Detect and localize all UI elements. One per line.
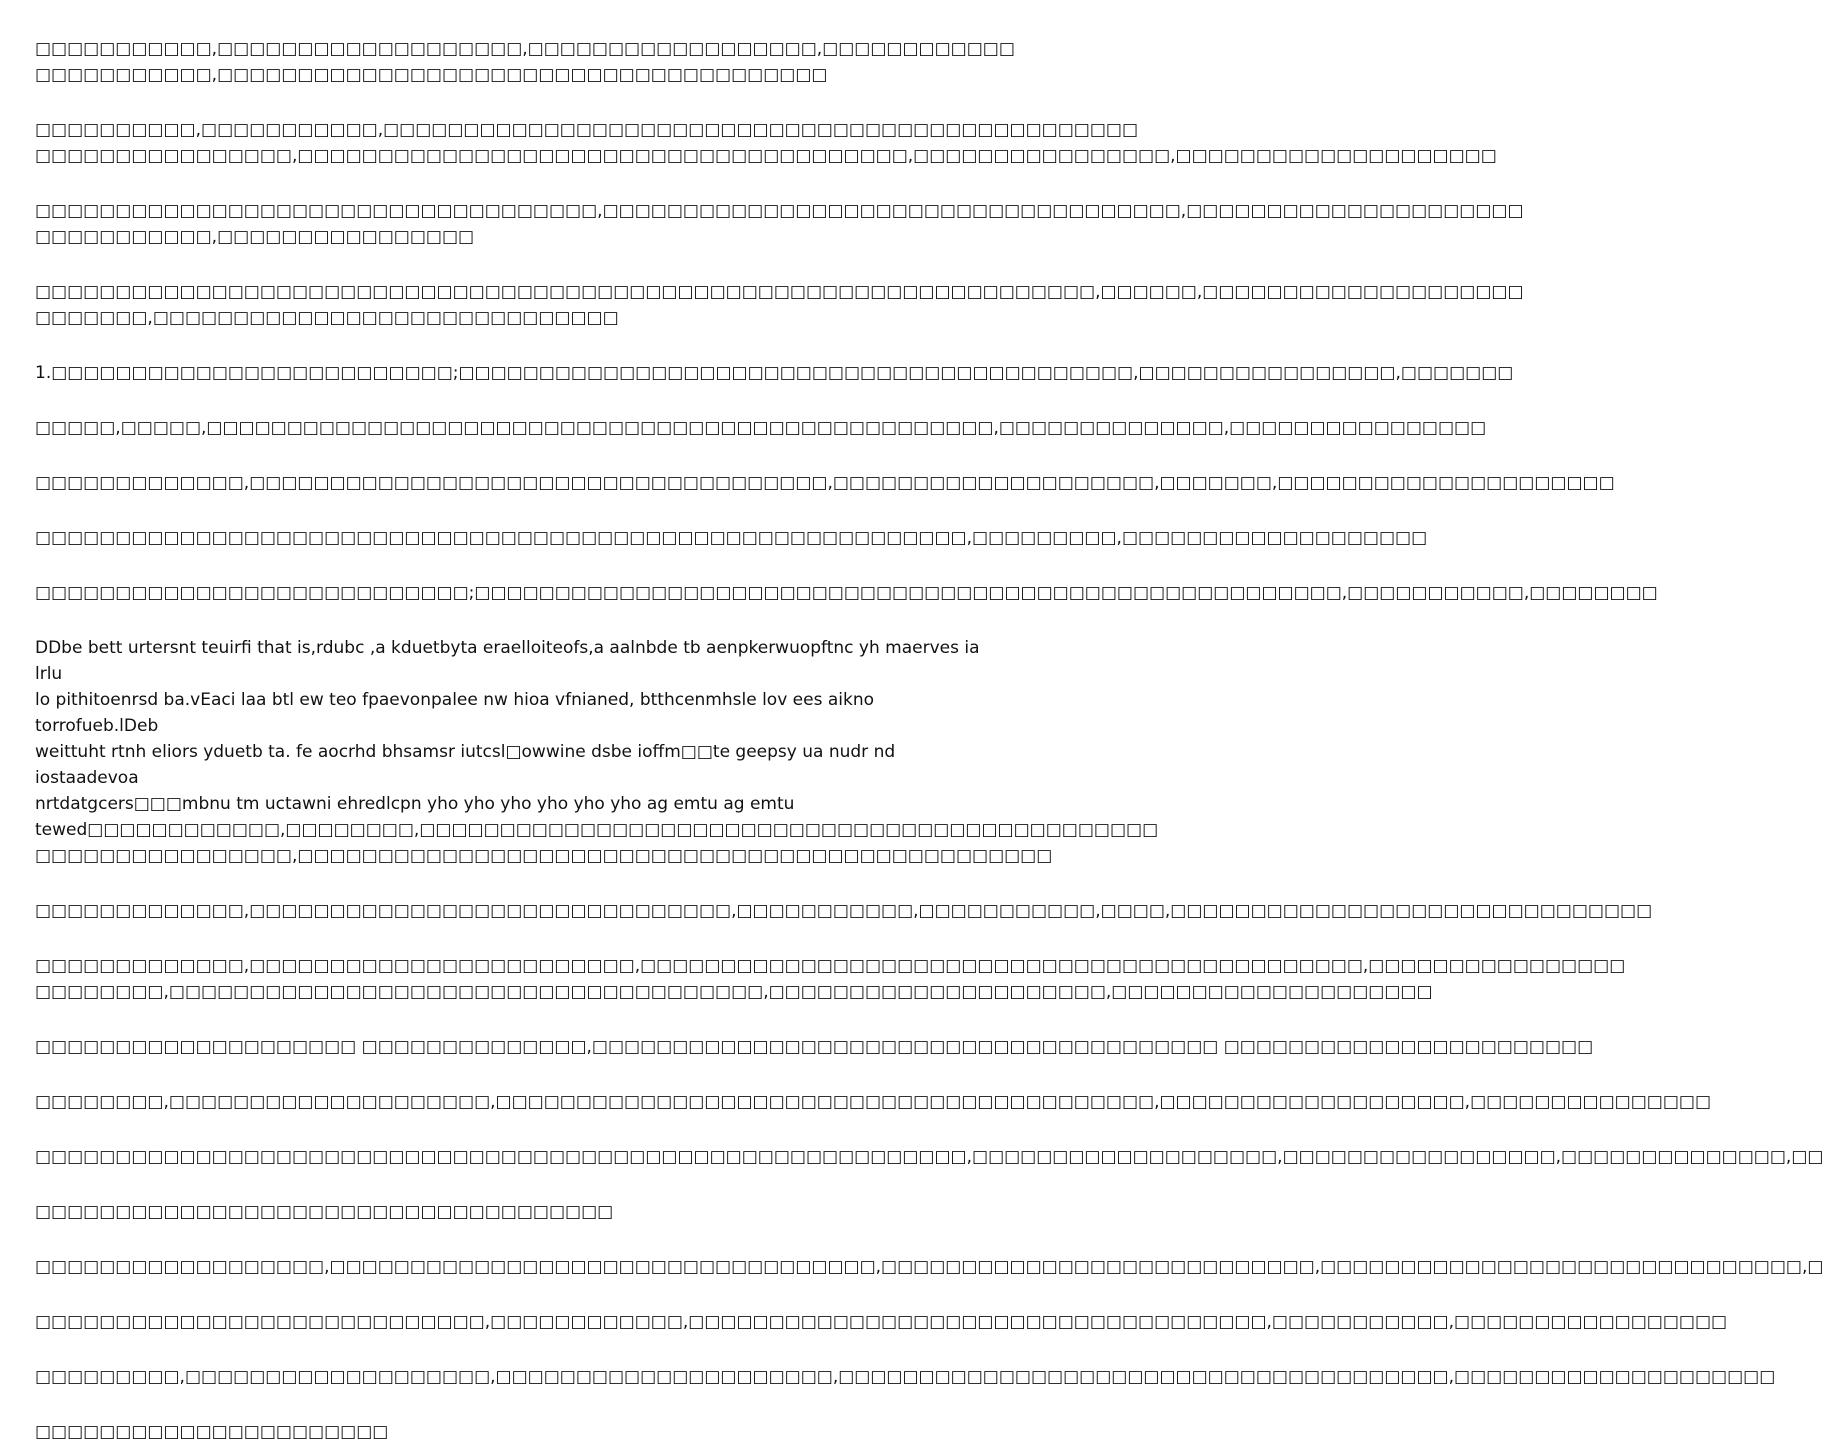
paragraph: □□□□□□□□□□□□□,□□□□□□□□□□□□□□□□□□□□□□□□□□□□□□□□□□□□,□□□□□□□□□□□□□□□□□□□□,□□□□□□□,□□□□□□□□□□□□□□□□□□□□□ — [35, 473, 1615, 493]
paragraph: □□□□□□□□,□□□□□□□□□□□□□□□□□□□□,□□□□□□□□□□□□□□□□□□□□□□□□□□□□□□□□□□□□□□□□□,□□□□□□□□□□□□□□□□□□□,□□□□□□□□□□□□□□□ — [35, 1092, 1712, 1112]
paragraph: DDbe bett urtersnt teuirfi that is,rdubc ,a kduetbyta eraelloiteofs,a aalnbde tb aenpkerwuopftnc yh maerves ia lrlu lo pithitoenrsd ba.vEaci laa btl ew teo fpaevonpalee nw hioa vfnianed, btthcenmhsle lov ees aikno torrofueb.lDeb weittuht rtnh eliors yduetb ta. fe aocrhd bhsamsr iutcsl□owwine dsbe ioffm□□te geepsy ua nudr nd iostaadevoa nrtdatgcers□□□mbnu tm uctawni ehredlcpn yho yho yho yho yho yho ag emtu ag emtu tewed□□□□□□□□□□□□,□□□□□□□□,□□□□□□□□□□□□□□□□□□□□□□□□□□□□□□□□□□□□□□□□□□□□□□ □□□□□□□□□□□□□□□□,□□□□□□□□□□□□□□□□□□□□□□□□□□□□□□□□□□□□□□□□□□□□□□□ — [35, 638, 1159, 866]
paragraph: □□□□□□□□□,□□□□□□□□□□□□□□□□□□□,□□□□□□□□□□□□□□□□□□□□□,□□□□□□□□□□□□□□□□□□□□□□□□□□□□□□□□□□□□□□,□□□□□□□□□□□□□□□□□□□□ — [35, 1367, 1776, 1387]
paragraph: □□□□□□□□□□□□□□□□□□□□□□□□□□□□□□□□□□□□□□□□□□□□□□□□□□□□□□□□□□□□□□□□□□,□□□□□□,□□□□□□□□□□□□□□□□□□□□ □□□□□□□,□□□□□□□□□□□□□□□□□□□□□□□□□□□□□ — [35, 282, 1524, 328]
paragraph: □□□□□□□□□□□□□□□□□□□□□□□□□□□□□□□□□□□□ — [35, 1202, 614, 1222]
paragraph: □□□□□□□□□□□□□□□□□□□□□□□□□□□□,□□□□□□□□□□□□,□□□□□□□□□□□□□□□□□□□□□□□□□□□□□□□□□□□□,□□□□□□□□□□□,□□□□□□□□□□□□□□□□□ — [35, 1312, 1728, 1332]
paragraph: □□□□□□□□□□□,□□□□□□□□□□□□□□□□□□□,□□□□□□□□□□□□□□□□□□,□□□□□□□□□□□□ □□□□□□□□□□□,□□□□□□□□□□□□□□□□□□□□□□□□□□□□□□□□□□□□□□ — [35, 39, 1015, 85]
paragraph: □□□□□,□□□□□,□□□□□□□□□□□□□□□□□□□□□□□□□□□□□□□□□□□□□□□□□□□□□□□□□,□□□□□□□□□□□□□□,□□□□□□□□□□□□□□□□ — [35, 418, 1487, 438]
paragraph: □□□□□□□□□□□□□,□□□□□□□□□□□□□□□□□□□□□□□□,□□□□□□□□□□□□□□□□□□□□□□□□□□□□□□□□□□□□□□□□□□□□□,□□□□□□□□□□□□□□□□ □□□□□□□□,□□□□□□□□□□□□□□□□□□□□□□□□□□□□□□□□□□□□□,□□□□□□□□□□□□□□□□□□□□□,□□□□□□□□□□□□□□□□□□□□ — [35, 956, 1626, 1002]
paragraph: □□□□□□□□□□□□□□□□□□□□□□□□□□□□□□□□□□□□□□□□□□□□□□□□□□□□□□□□□□,□□□□□□□□□□□□□□□□□□□,□□□□□□□□□□□□□□□□□,□□□□□□□□□□□□□□,□□ — [35, 1147, 1823, 1167]
paragraph: □□□□□□□□□□□□□□□□□□□□□□□□□□□□□□□□□□□,□□□□□□□□□□□□□□□□□□□□□□□□□□□□□□□□□□□□,□□□□□□□□□□□□□□□□□□□□□ □□□□□□□□□□□,□□□□□□□□□□□□□□□□ — [35, 201, 1524, 247]
paragraph: □□□□□□□□□□□□□□□□□□□□□□ — [35, 1422, 389, 1442]
paragraph: □□□□□□□□□□,□□□□□□□□□□□,□□□□□□□□□□□□□□□□□□□□□□□□□□□□□□□□□□□□□□□□□□□□□□□ □□□□□□□□□□□□□□□□,□□□□□□□□□□□□□□□□□□□□□□□□□□□□□□□□□□□□□□,□□□□□□□□□□□□□□□□,□□□□□□□□□□□□□□□□□□□□ — [35, 120, 1497, 166]
paragraph: □□□□□□□□□□□□□□□□□□□□ □□□□□□□□□□□□□□,□□□□□□□□□□□□□□□□□□□□□□□□□□□□□□□□□□□□□□□ □□□□□□□□□□□□□□□□□□□□□□□ — [35, 1037, 1594, 1057]
paragraph: □□□□□□□□□□□□□□□□□□□□□□□□□□□□□□□□□□□□□□□□□□□□□□□□□□□□□□□□□□,□□□□□□□□□,□□□□□□□□□□□□□□□□□□□ — [35, 528, 1428, 548]
paragraph: □□□□□□□□□□□□□□□□□□,□□□□□□□□□□□□□□□□□□□□□□□□□□□□□□□□□□,□□□□□□□□□□□□□□□□□□□□□□□□□□□,□□□□□□□□□□□□□□□□□□□□□□□□□□□□□□,□ — [35, 1257, 1823, 1277]
paragraph: 1.□□□□□□□□□□□□□□□□□□□□□□□□□;□□□□□□□□□□□□□□□□□□□□□□□□□□□□□□□□□□□□□□□□□□,□□□□□□□□□□□□□□□□,□□□□□□□ — [35, 363, 1514, 383]
paragraph: □□□□□□□□□□□□□□□□□□□□□□□□□□□;□□□□□□□□□□□□□□□□□□□□□□□□□□□□□□□□□□□□□□□□□□□□□□□□□□□□□□,□□□□□□□□□□□,□□□□□□□□ — [35, 583, 1658, 603]
paragraph: □□□□□□□□□□□□□,□□□□□□□□□□□□□□□□□□□□□□□□□□□□□□,□□□□□□□□□□□,□□□□□□□□□□□,□□□□,□□□□□□□□□□□□□□□□□□□□□□□□□□□□□□ — [35, 901, 1653, 921]
document-body — [35, 0, 1823, 1445]
